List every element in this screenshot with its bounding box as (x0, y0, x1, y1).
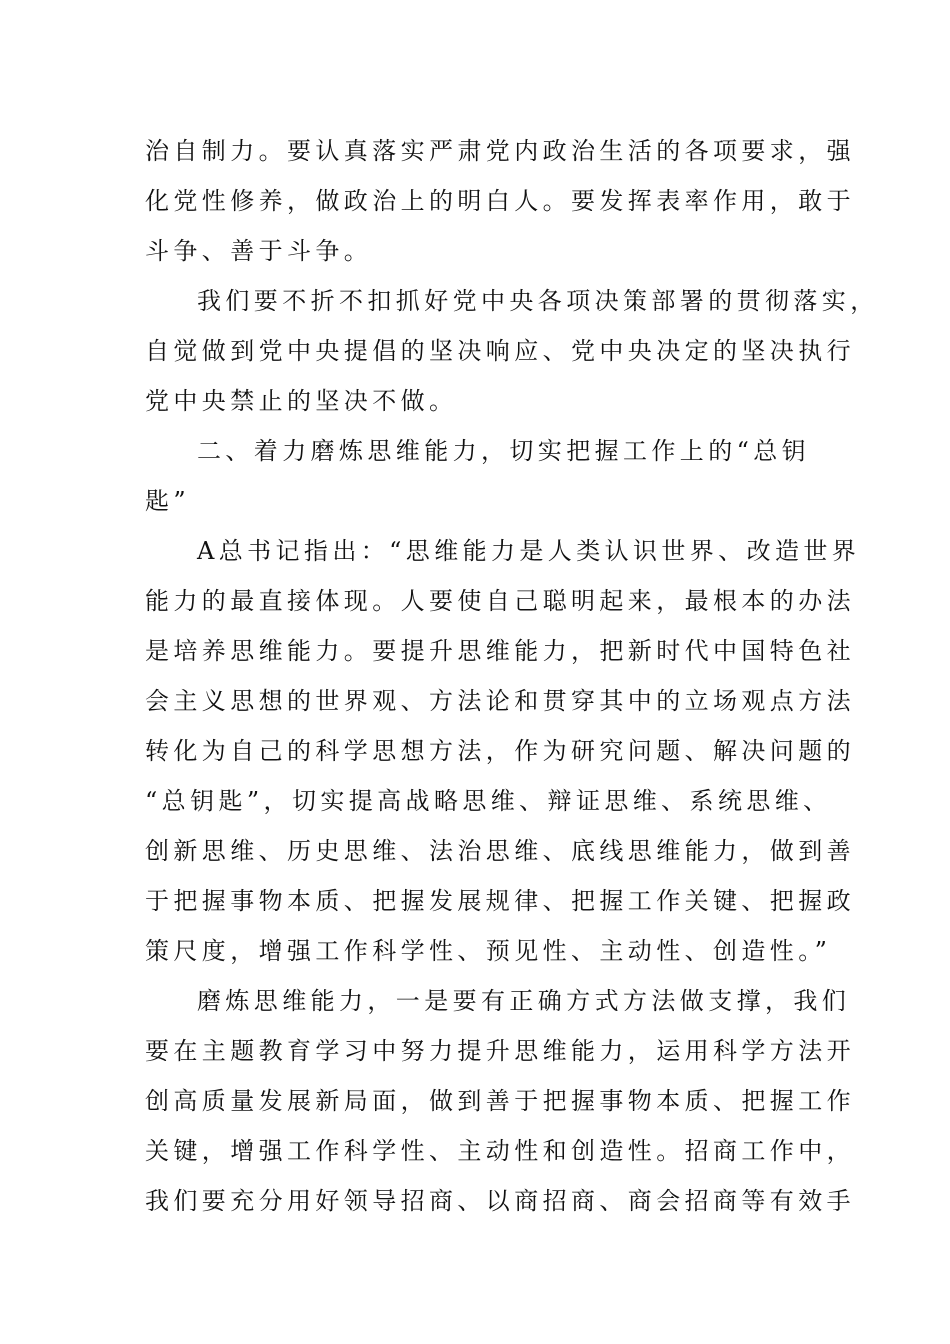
section-heading (145, 426, 845, 526)
paragraph-2 (145, 276, 879, 426)
text-line: A总书记指出：“思维能力是人类认识世界、改造世界 (197, 537, 861, 565)
text-line: 于把握事物本质、把握发展规律、把握工作关键、把握政 (145, 887, 855, 915)
text-line: 治自制力。要认真落实严肃党内政治生活的各项要求，强 (145, 137, 855, 165)
text-line: 我们要充分用好领导招商、以商招商、商会招商等有效手 (145, 1187, 855, 1215)
text-line: 化党性修养，做政治上的明白人。要发挥表率作用，敢于 (145, 187, 855, 215)
heading-line: 二、着力磨炼思维能力，切实把握工作上的“总钥 (197, 437, 811, 465)
text-line: 我们要不折不扣抓好党中央各项决策部署的贯彻落实， (197, 287, 879, 315)
text-line: 关键，增强工作科学性、主动性和创造性。招商工作中， (145, 1137, 855, 1165)
text-line: 磨炼思维能力，一是要有正确方式方法做支撑，我们 (197, 987, 851, 1015)
heading-line: 匙” (145, 487, 191, 515)
document-body (145, 126, 879, 1226)
text-line: 策尺度，增强工作科学性、预见性、主动性、创造性。” (145, 937, 832, 965)
text-line: 斗争、善于斗争。 (145, 237, 373, 265)
text-line: 能力的最直接体现。人要使自己聪明起来，最根本的办法 (145, 587, 855, 615)
text-line: 创新思维、历史思维、法治思维、底线思维能力，做到善 (145, 837, 855, 865)
text-line: 创高质量发展新局面，做到善于把握事物本质、把握工作 (145, 1087, 855, 1115)
text-line: 要在主题教育学习中努力提升思维能力，运用科学方法开 (145, 1037, 855, 1065)
text-line: 会主义思想的世界观、方法论和贯穿其中的立场观点方法 (145, 687, 855, 715)
paragraph-1 (145, 126, 855, 276)
text-line: 党中央禁止的坚决不做。 (145, 387, 458, 415)
text-line: 是培养思维能力。要提升思维能力，把新时代中国特色社 (145, 637, 855, 665)
paragraph-4 (145, 976, 855, 1226)
text-line: 转化为自己的科学思想方法，作为研究问题、解决问题的 (145, 737, 855, 765)
paragraph-3 (145, 526, 861, 976)
text-line: “总钥匙”，切实提高战略思维、辩证思维、系统思维、 (145, 787, 832, 815)
text-line: 自觉做到党中央提倡的坚决响应、党中央决定的坚决执行 (145, 337, 855, 365)
